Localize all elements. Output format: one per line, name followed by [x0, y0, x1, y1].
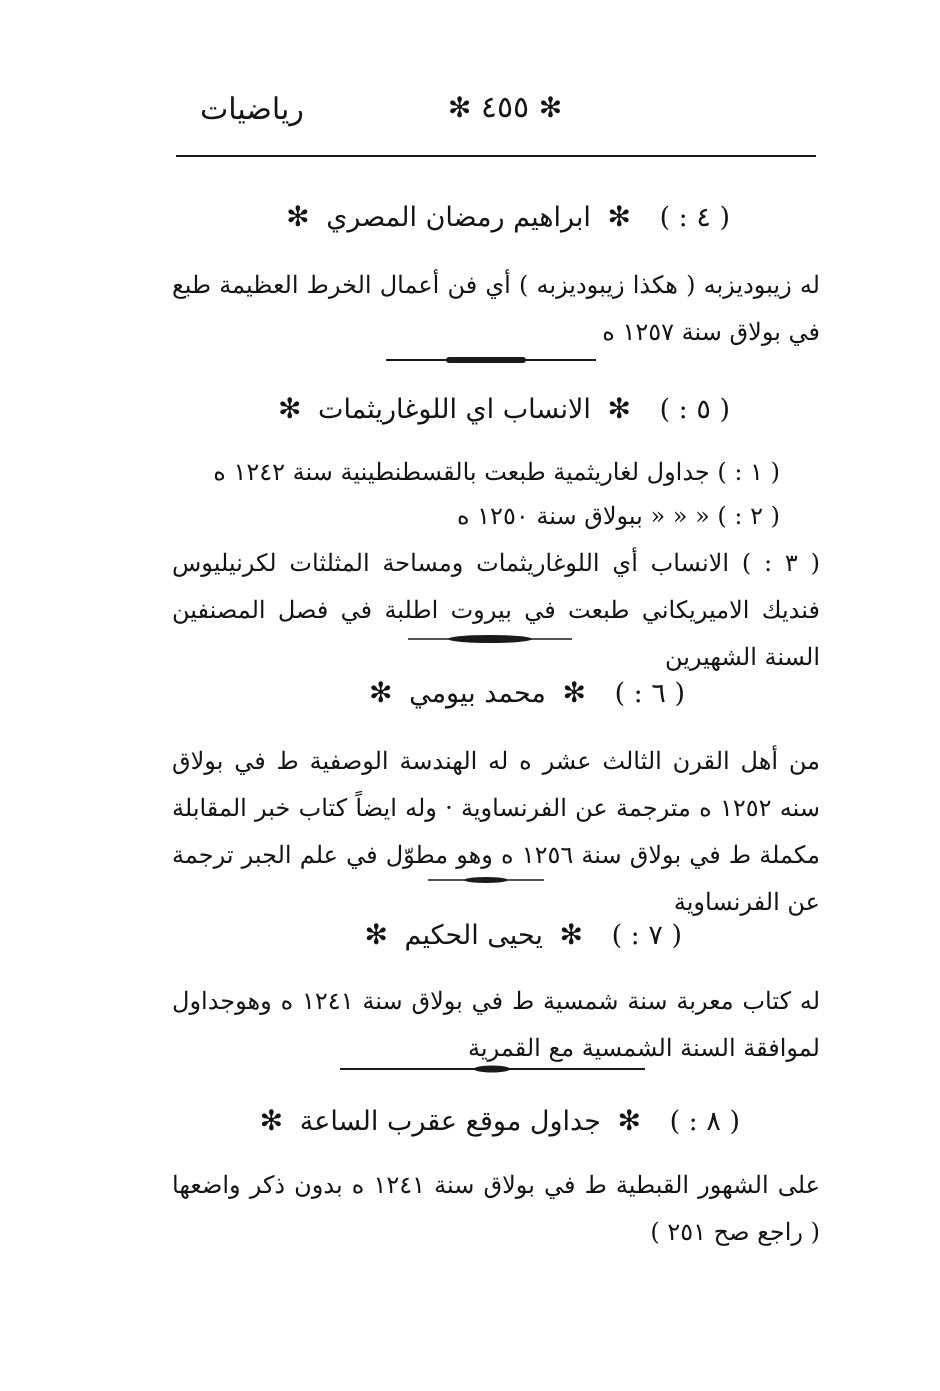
ornamental-divider [428, 875, 544, 885]
ornament-star-icon: ✻ [286, 200, 310, 233]
section-heading [259, 1104, 740, 1137]
ornament-star-icon: ✻ [277, 392, 302, 425]
ornamental-divider [386, 355, 596, 365]
ornamental-divider [340, 1064, 645, 1074]
section-title: محمد بيومي [409, 678, 546, 709]
ornament-star-icon: ✻ [559, 918, 583, 951]
header-rule [176, 155, 816, 157]
section-heading [277, 392, 730, 425]
section-number: ( ٨ : ) [669, 1106, 740, 1137]
section-number: ( ٥ : ) [659, 394, 730, 425]
ornament-star-icon: ✻ [607, 392, 631, 425]
ornament-star-icon: ✻ [369, 676, 393, 709]
list-item: ( ٢ : ) « « « ببولاق سنة ١٢٥٠ ه [456, 502, 780, 530]
section-number: ( ٤ : ) [659, 202, 730, 233]
section-number: ( ٧ : ) [611, 920, 682, 951]
ornament-star-icon: ✻ [617, 1104, 641, 1137]
list-item: ( ١ : ) جداول لغاريثمية طبعت بالقسطنطينية سنة ١٢٤٢ ه [213, 458, 780, 486]
section-body: له زيبوديزبه ( هكذا زيبوديزبه ) أي فن أعمال الخرط العظيمة طبع في بولاق سنة ١٢٥٧ ه [172, 271, 820, 346]
ornament-star-icon: ✻ [607, 200, 631, 233]
section-body: له كتاب معربة سنة شمسية ط في بولاق سنة ١٢٤١ ه وهوجداول لموافقة السنة الشمسية مع القمرية [172, 987, 821, 1062]
page-number: ٤٥٥ [480, 90, 530, 125]
ornament-star-icon: ✻ [562, 676, 586, 709]
section-title: الانساب اي اللوغاريثمات [318, 394, 591, 425]
running-title: رياضيات [200, 92, 304, 127]
ornament-star-icon: ✻ [447, 91, 472, 124]
section-title: ابراهيم رمضان المصري [326, 202, 591, 233]
ornamental-divider [408, 634, 572, 644]
section-heading [369, 676, 685, 709]
section-heading [364, 918, 682, 951]
page-number-block [440, 90, 570, 125]
ornament-star-icon: ✻ [364, 918, 388, 951]
section-title: جداول موقع عقرب الساعة [299, 1106, 601, 1137]
section-body: من أهل القرن الثالث عشر ه له الهندسة الوصفية ط في بولاق سنه ١٢٥٢ ه مترجمة عن الفرنساوية · وله ايضاً كتاب خبر المقابلة مكملة ط في بولاق سنة ١٢٥٦ ه وهو مطوّل في علم الجبر ترجمة عن الفرنساوية [172, 747, 821, 916]
list-item: ( ٣ : ) الانساب أي اللوغاريثمات ومساحة المثلثات لكرنيليوس فنديك الاميريكاني طبعت في بيروت اطلبة في فصل المصنفين السنة الشهيرين [172, 549, 820, 671]
section-number: ( ٦ : ) [614, 678, 685, 709]
section-title: يحيى الحكيم [404, 920, 543, 951]
ornament-star-icon: ✻ [538, 91, 563, 124]
ornament-star-icon: ✻ [259, 1104, 284, 1137]
section-heading [286, 200, 730, 233]
section-body: على الشهور القبطية ط في بولاق سنة ١٢٤١ ه بدون ذكر واضعها ( راجع صح ٢٥١ ) [172, 1171, 820, 1246]
